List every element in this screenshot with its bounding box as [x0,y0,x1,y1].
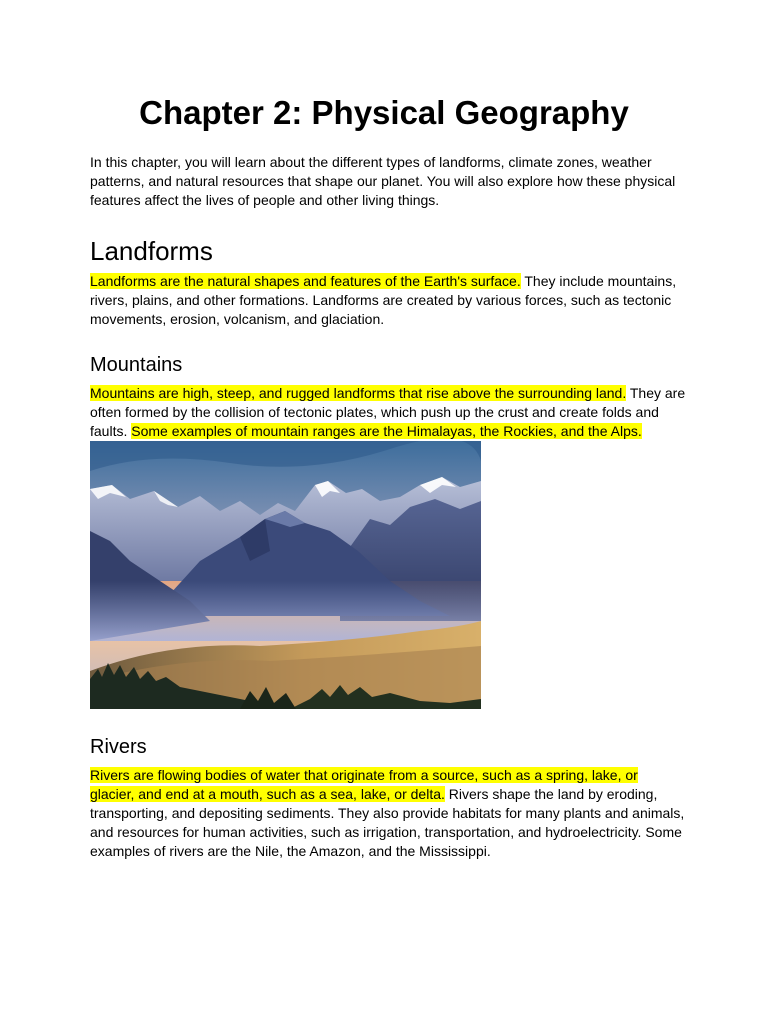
body-text: They include mountains, rivers, plains, and other formations. Landforms are created by various forces, such as tectonic movements, erosion, volcanism, and glaciation. [90,273,677,327]
section-heading-landforms: Landforms [90,236,213,266]
page-title: Chapter 2: Physical Geography [139,94,629,131]
highlighted-text: Landforms are the natural shapes and features of the Earth's surface. [90,273,521,289]
mountains-paragraph [90,384,686,441]
section-heading-rivers: Rivers [90,736,147,758]
body-text: They are often formed by the collision of tectonic plates, which push up the crust and create folds and faults. [90,385,686,439]
landforms-paragraph [90,272,686,329]
highlighted-text: Mountains are high, steep, and rugged landforms that rise above the surrounding land. [90,385,627,401]
mountain-landscape-photo [90,441,481,709]
section-heading-mountains: Mountains [90,354,183,376]
highlighted-text: Some examples of mountain ranges are the Himalayas, the Rockies, and the Alps. [131,423,642,439]
rivers-paragraph [90,766,686,861]
body-text: Rivers shape the land by eroding, transporting, and depositing sediments. They also provide habitats for many plants and animals, and resources for human activities, such as irrigation, transportation, and hydroelectricity. Some examples of rivers are the Nile, the Amazon, and the Mississippi. [90,786,685,859]
highlighted-text: Rivers are flowing bodies of water that originate from a source, such as a spring, lake, or glacier, and end at a mouth, such as a sea, lake, or delta. [90,767,638,802]
intro-paragraph: In this chapter, you will learn about the different types of landforms, climate zones, weather patterns, and natural resources that shape our planet. You will also explore how these physical features affect the lives of people and other living things. [90,154,676,208]
